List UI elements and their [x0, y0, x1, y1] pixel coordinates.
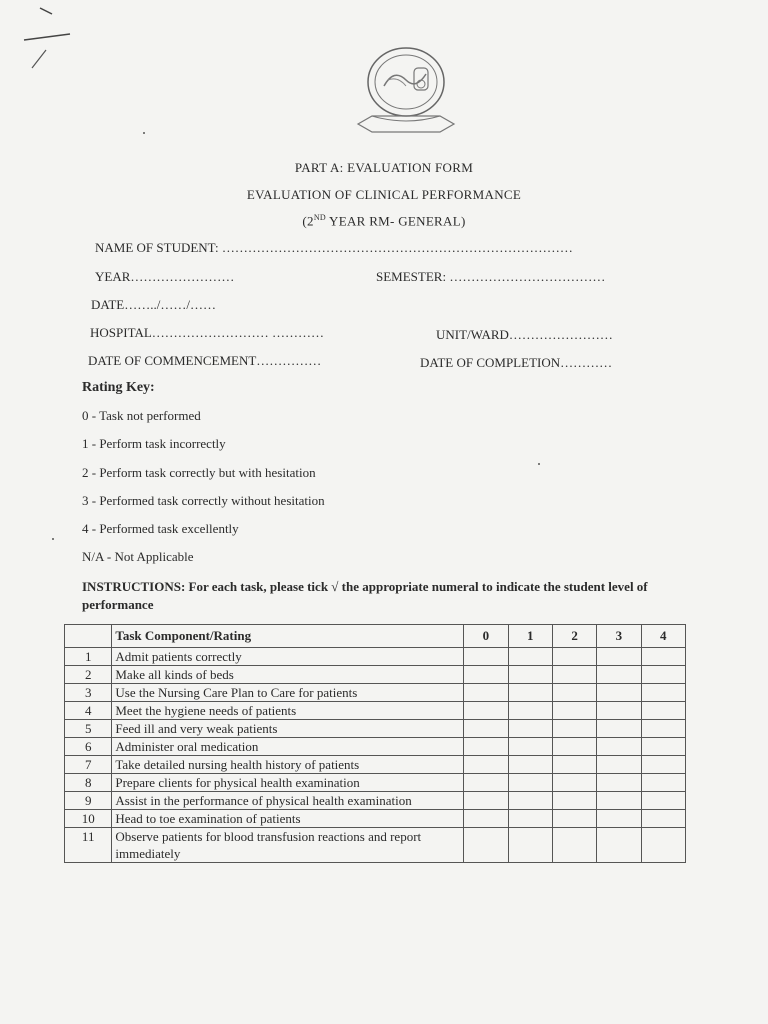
rating-cell-2[interactable]: [552, 702, 596, 720]
rating-cell-0[interactable]: [464, 648, 508, 666]
rating-cell-4[interactable]: [641, 666, 685, 684]
table-row: [65, 666, 686, 684]
rating-cell-4[interactable]: [641, 702, 685, 720]
table-row: [65, 774, 686, 792]
header-rating-3: 3: [597, 625, 641, 648]
rating-cell-3[interactable]: [597, 702, 641, 720]
table-row: [65, 828, 686, 863]
year-field[interactable]: YEAR……………………: [95, 269, 235, 284]
rating-key-item: 2 - Perform task correctly but with hesitation: [82, 465, 316, 480]
rating-cell-1[interactable]: [508, 774, 552, 792]
rating-cell-2[interactable]: [552, 756, 596, 774]
task-number-cell: 5: [65, 720, 112, 738]
rating-cell-0[interactable]: [464, 792, 508, 810]
task-number-cell: 1: [65, 648, 112, 666]
rating-cell-0[interactable]: [464, 738, 508, 756]
table-row: [65, 810, 686, 828]
table-header-row: [65, 625, 686, 648]
date-field[interactable]: DATE……../……/……: [91, 297, 216, 312]
hospital-field[interactable]: HOSPITAL……………………… …………: [90, 325, 325, 340]
rating-cell-4[interactable]: [641, 828, 685, 863]
rating-cell-2[interactable]: [552, 738, 596, 756]
rating-cell-0[interactable]: [464, 828, 508, 863]
part-title: PART A: EVALUATION FORM: [294, 160, 474, 175]
rating-cell-2[interactable]: [552, 648, 596, 666]
rating-cell-3[interactable]: [597, 684, 641, 702]
rating-key-item: 0 - Task not performed: [82, 408, 201, 423]
task-number-cell: 6: [65, 738, 112, 756]
task-description-cell: Feed ill and very weak patients: [112, 720, 464, 738]
rating-cell-1[interactable]: [508, 720, 552, 738]
rating-cell-4[interactable]: [641, 720, 685, 738]
subtitle-suffix: YEAR RM- GENERAL): [325, 213, 466, 229]
task-number-cell: 2: [65, 666, 112, 684]
rating-key-item: 3 - Performed task correctly without hesitation: [82, 493, 325, 508]
rating-cell-1[interactable]: [508, 738, 552, 756]
rating-cell-4[interactable]: [641, 738, 685, 756]
rating-cell-4[interactable]: [641, 756, 685, 774]
header-rating-2: 2: [552, 625, 596, 648]
rating-cell-0[interactable]: [464, 774, 508, 792]
task-number-cell: 7: [65, 756, 112, 774]
rating-key-item: 4 - Performed task excellently: [82, 521, 239, 536]
rating-cell-4[interactable]: [641, 684, 685, 702]
rating-cell-1[interactable]: [508, 756, 552, 774]
task-number-cell: 10: [65, 810, 112, 828]
rating-cell-2[interactable]: [552, 792, 596, 810]
task-description-cell: Prepare clients for physical health examination: [112, 774, 464, 792]
rating-cell-1[interactable]: [508, 666, 552, 684]
rating-cell-3[interactable]: [597, 666, 641, 684]
task-description-cell: Admit patients correctly: [112, 648, 464, 666]
header-num-cell: [65, 625, 112, 648]
rating-cell-4[interactable]: [641, 648, 685, 666]
task-description-cell: Head to toe examination of patients: [112, 810, 464, 828]
rating-cell-2[interactable]: [552, 666, 596, 684]
rating-cell-3[interactable]: [597, 756, 641, 774]
task-description-cell: Use the Nursing Care Plan to Care for patients: [112, 684, 464, 702]
rating-cell-2[interactable]: [552, 720, 596, 738]
table-row: [65, 792, 686, 810]
rating-cell-0[interactable]: [464, 684, 508, 702]
instructions-text: INSTRUCTIONS: For each task, please tick √ the appropriate numeral to indicate the student level of performance: [82, 579, 648, 612]
pen-mark-icon: [18, 4, 78, 74]
rating-cell-1[interactable]: [508, 684, 552, 702]
rating-cell-1[interactable]: [508, 828, 552, 863]
institution-seal-icon: [350, 46, 462, 138]
rating-cell-2[interactable]: [552, 684, 596, 702]
header-rating-0: 0: [464, 625, 508, 648]
subtitle-superscript: ND: [313, 213, 326, 222]
rating-cell-3[interactable]: [597, 792, 641, 810]
rating-cell-0[interactable]: [464, 756, 508, 774]
rating-cell-4[interactable]: [641, 810, 685, 828]
rating-key-item: 1 - Perform task incorrectly: [82, 436, 226, 451]
table-row: [65, 720, 686, 738]
name-of-student-field[interactable]: NAME OF STUDENT: ………………………………………………………………………: [95, 240, 573, 255]
paper-speck: [143, 132, 145, 134]
rating-cell-4[interactable]: [641, 774, 685, 792]
rating-cell-2[interactable]: [552, 810, 596, 828]
paper-speck: [52, 538, 54, 540]
task-description-cell: Administer oral medication: [112, 738, 464, 756]
table-row: [65, 702, 686, 720]
header-rating-1: 1: [508, 625, 552, 648]
rating-cell-2[interactable]: [552, 828, 596, 863]
rating-cell-3[interactable]: [597, 810, 641, 828]
rating-cell-1[interactable]: [508, 702, 552, 720]
header-rating-4: 4: [641, 625, 685, 648]
rating-cell-3[interactable]: [597, 720, 641, 738]
task-number-cell: 11: [65, 828, 112, 863]
unit-ward-field[interactable]: UNIT/WARD……………………: [436, 327, 613, 342]
rating-cell-0[interactable]: [464, 702, 508, 720]
form-subtitle: [0, 213, 768, 229]
date-of-completion-field[interactable]: DATE OF COMPLETION…………: [420, 355, 613, 370]
task-number-cell: 3: [65, 684, 112, 702]
date-of-commencement-field[interactable]: DATE OF COMMENCEMENT……………: [88, 353, 322, 368]
task-number-cell: 8: [65, 774, 112, 792]
task-description-cell: Assist in the performance of physical health examination: [112, 792, 464, 810]
semester-field[interactable]: SEMESTER: ………………………………: [376, 269, 606, 284]
task-description-cell: Meet the hygiene needs of patients: [112, 702, 464, 720]
rating-cell-2[interactable]: [552, 774, 596, 792]
task-table-body: [65, 648, 686, 863]
rating-cell-3[interactable]: [597, 648, 641, 666]
rating-cell-3[interactable]: [597, 738, 641, 756]
rating-key-item: N/A - Not Applicable: [82, 549, 194, 564]
task-number-cell: 4: [65, 702, 112, 720]
header-task-cell: Task Component/Rating: [112, 625, 464, 648]
rating-key-title: Rating Key:: [82, 380, 155, 395]
rating-cell-1[interactable]: [508, 648, 552, 666]
task-description-cell: Observe patients for blood transfusion reactions and report immediately: [112, 828, 464, 863]
rating-cell-0[interactable]: [464, 810, 508, 828]
subtitle-prefix: (2: [302, 213, 314, 229]
table-row: [65, 756, 686, 774]
rating-cell-0[interactable]: [464, 666, 508, 684]
table-row: [65, 648, 686, 666]
rating-cell-3[interactable]: [597, 828, 641, 863]
task-number-cell: 9: [65, 792, 112, 810]
task-description-cell: Make all kinds of beds: [112, 666, 464, 684]
task-rating-table: [64, 624, 686, 863]
rating-cell-1[interactable]: [508, 792, 552, 810]
rating-cell-0[interactable]: [464, 720, 508, 738]
rating-cell-1[interactable]: [508, 810, 552, 828]
table-row: [65, 738, 686, 756]
paper-speck: [538, 463, 540, 465]
rating-cell-3[interactable]: [597, 774, 641, 792]
table-row: [65, 684, 686, 702]
rating-cell-4[interactable]: [641, 792, 685, 810]
form-title: EVALUATION OF CLINICAL PERFORMANCE: [246, 187, 522, 202]
task-description-cell: Take detailed nursing health history of patients: [112, 756, 464, 774]
